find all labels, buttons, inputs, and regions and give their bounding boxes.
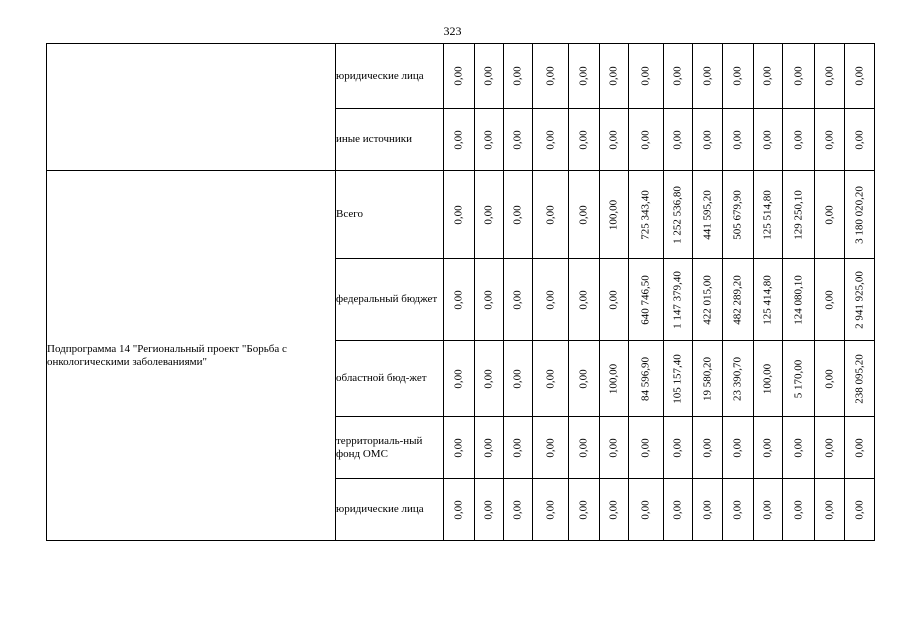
value-text: 3 180 020,20 xyxy=(853,185,865,244)
value-cell xyxy=(629,259,664,341)
value-cell xyxy=(723,171,754,259)
value-cell xyxy=(693,259,723,341)
funding-source-cell: областной бюд-жет xyxy=(336,341,444,417)
value-text: 0,00 xyxy=(577,289,590,310)
value-cell xyxy=(475,341,504,417)
value-cell xyxy=(444,109,475,171)
value-cell xyxy=(754,109,783,171)
value-text: 124 080,10 xyxy=(792,274,804,325)
value-text: 0,00 xyxy=(544,129,556,150)
value-cell xyxy=(664,417,693,479)
value-cell xyxy=(815,44,845,109)
program-name-cell xyxy=(47,44,336,171)
value-cell xyxy=(444,44,475,109)
value-cell xyxy=(533,417,569,479)
value-cell xyxy=(783,417,815,479)
value-text: 0,00 xyxy=(701,66,713,86)
value-text: 0,00 xyxy=(761,129,774,150)
value-text: 0,00 xyxy=(544,437,556,458)
value-text: 0,00 xyxy=(731,129,744,150)
value-cell xyxy=(693,171,723,259)
value-cell xyxy=(723,109,754,171)
value-cell xyxy=(600,109,629,171)
value-text: 0,00 xyxy=(452,66,465,86)
value-cell xyxy=(629,44,664,109)
value-text: 0,00 xyxy=(823,66,835,86)
value-cell xyxy=(600,341,629,417)
value-cell xyxy=(845,44,875,109)
value-text: 505 679,90 xyxy=(731,189,744,240)
value-text: 0,00 xyxy=(577,499,590,520)
value-cell xyxy=(629,109,664,171)
value-text: 0,00 xyxy=(511,66,524,86)
value-cell xyxy=(845,479,875,541)
value-cell xyxy=(444,259,475,341)
value-cell xyxy=(533,341,569,417)
value-text: 105 157,40 xyxy=(671,353,684,404)
value-cell xyxy=(504,171,533,259)
value-text: 100,00 xyxy=(607,363,620,394)
value-text: 0,00 xyxy=(607,66,620,86)
value-text: 0,00 xyxy=(544,289,556,310)
value-cell xyxy=(693,341,723,417)
value-cell xyxy=(783,109,815,171)
value-text: 129 250,10 xyxy=(792,189,804,240)
funding-source-cell: юридические лица xyxy=(336,479,444,541)
funding-source-cell: Всего xyxy=(336,171,444,259)
value-cell xyxy=(569,109,600,171)
value-text: 0,00 xyxy=(577,437,590,458)
value-cell xyxy=(533,109,569,171)
value-cell xyxy=(475,44,504,109)
value-text: 0,00 xyxy=(452,499,465,520)
value-text: 23 390,70 xyxy=(731,356,744,401)
value-cell xyxy=(845,259,875,341)
value-cell xyxy=(845,171,875,259)
value-cell xyxy=(533,171,569,259)
value-cell xyxy=(754,341,783,417)
value-text: 0,00 xyxy=(577,129,590,150)
value-text: 0,00 xyxy=(511,289,524,310)
value-cell xyxy=(444,171,475,259)
value-text: 0,00 xyxy=(607,289,620,310)
value-cell xyxy=(504,259,533,341)
value-cell xyxy=(475,479,504,541)
value-text: 0,00 xyxy=(792,499,804,520)
value-cell xyxy=(569,44,600,109)
value-cell xyxy=(629,341,664,417)
value-text: 0,00 xyxy=(853,437,865,458)
value-text: 5 170,00 xyxy=(792,359,804,398)
value-text: 0,00 xyxy=(544,499,556,520)
value-text: 125 414,80 xyxy=(761,274,774,325)
value-text: 0,00 xyxy=(482,129,495,150)
value-cell xyxy=(569,171,600,259)
value-cell xyxy=(600,479,629,541)
value-cell xyxy=(845,341,875,417)
value-text: 0,00 xyxy=(452,368,465,389)
value-text: 0,00 xyxy=(511,129,524,150)
value-text: 2 941 925,00 xyxy=(853,270,865,329)
value-text: 0,00 xyxy=(761,499,774,520)
value-cell xyxy=(783,341,815,417)
value-text: 19 580,20 xyxy=(701,356,713,401)
value-text: 0,00 xyxy=(761,66,774,86)
page-number: 323 xyxy=(443,24,462,38)
value-text: 0,00 xyxy=(639,129,652,150)
value-text: 0,00 xyxy=(671,499,684,520)
value-text: 0,00 xyxy=(607,437,620,458)
funding-source-cell: юридические лица xyxy=(336,44,444,109)
funding-source-cell: федеральный бюджет xyxy=(336,259,444,341)
value-text: 100,00 xyxy=(761,363,774,394)
value-text: 0,00 xyxy=(823,499,835,520)
value-cell xyxy=(444,341,475,417)
value-cell xyxy=(569,259,600,341)
value-text: 125 514,80 xyxy=(761,189,774,240)
value-text: 0,00 xyxy=(671,66,684,86)
value-cell xyxy=(629,417,664,479)
value-text: 0,00 xyxy=(761,437,774,458)
value-text: 0,00 xyxy=(701,437,713,458)
value-text: 0,00 xyxy=(701,499,713,520)
value-text: 0,00 xyxy=(853,129,865,150)
value-cell xyxy=(693,479,723,541)
value-cell xyxy=(569,417,600,479)
value-cell xyxy=(475,259,504,341)
value-text: 0,00 xyxy=(452,289,465,310)
value-text: 0,00 xyxy=(823,289,835,310)
funding-source-cell: территориаль-ный фонд ОМС xyxy=(336,417,444,479)
value-text: 84 596,90 xyxy=(639,356,652,401)
value-cell xyxy=(600,171,629,259)
value-cell xyxy=(475,109,504,171)
value-cell xyxy=(815,417,845,479)
value-cell xyxy=(783,44,815,109)
value-text: 0,00 xyxy=(731,437,744,458)
value-cell xyxy=(664,259,693,341)
value-text: 441 595,20 xyxy=(701,189,713,240)
value-text: 0,00 xyxy=(511,437,524,458)
value-text: 0,00 xyxy=(544,66,556,86)
value-text: 422 015,00 xyxy=(701,274,713,325)
value-cell xyxy=(754,479,783,541)
value-cell xyxy=(783,171,815,259)
value-text: 0,00 xyxy=(792,66,804,86)
value-cell xyxy=(815,109,845,171)
value-cell xyxy=(815,259,845,341)
value-cell xyxy=(664,341,693,417)
value-cell xyxy=(600,44,629,109)
value-text: 0,00 xyxy=(731,499,744,520)
value-cell xyxy=(533,259,569,341)
value-text: 725 343,40 xyxy=(639,189,652,240)
value-text: 0,00 xyxy=(452,204,465,225)
value-cell xyxy=(783,259,815,341)
value-cell xyxy=(693,417,723,479)
value-cell xyxy=(533,479,569,541)
value-text: 0,00 xyxy=(577,66,590,86)
value-text: 0,00 xyxy=(607,129,620,150)
value-cell xyxy=(504,109,533,171)
value-cell xyxy=(845,417,875,479)
value-cell xyxy=(723,259,754,341)
budget-table xyxy=(46,43,875,541)
value-cell xyxy=(664,109,693,171)
value-cell xyxy=(664,479,693,541)
value-cell xyxy=(569,479,600,541)
value-cell xyxy=(815,341,845,417)
value-text: 0,00 xyxy=(482,499,495,520)
value-cell xyxy=(664,171,693,259)
table-row xyxy=(47,171,875,259)
value-cell xyxy=(723,44,754,109)
value-cell xyxy=(444,479,475,541)
value-cell xyxy=(693,44,723,109)
value-cell xyxy=(504,479,533,541)
value-cell xyxy=(845,109,875,171)
value-cell xyxy=(504,417,533,479)
value-text: 0,00 xyxy=(482,437,495,458)
value-text: 0,00 xyxy=(671,129,684,150)
value-cell xyxy=(754,259,783,341)
value-text: 0,00 xyxy=(792,437,804,458)
value-text: 0,00 xyxy=(482,368,495,389)
value-cell xyxy=(754,44,783,109)
value-cell xyxy=(444,417,475,479)
funding-source-cell: иные источники xyxy=(336,109,444,171)
value-cell xyxy=(664,44,693,109)
value-text: 1 147 379,40 xyxy=(671,270,684,329)
value-cell xyxy=(600,259,629,341)
value-cell xyxy=(504,44,533,109)
value-text: 0,00 xyxy=(731,66,744,86)
value-cell xyxy=(533,44,569,109)
value-text: 0,00 xyxy=(639,499,652,520)
value-cell xyxy=(723,479,754,541)
value-text: 0,00 xyxy=(853,499,865,520)
value-text: 640 746,50 xyxy=(639,274,652,325)
value-text: 100,00 xyxy=(607,199,620,230)
value-text: 0,00 xyxy=(823,129,835,150)
value-text: 0,00 xyxy=(544,204,556,225)
value-text: 0,00 xyxy=(511,204,524,225)
value-cell xyxy=(783,479,815,541)
value-text: 0,00 xyxy=(607,499,620,520)
value-text: 0,00 xyxy=(482,289,495,310)
value-text: 238 095,20 xyxy=(853,353,865,404)
value-cell xyxy=(754,417,783,479)
value-cell xyxy=(723,417,754,479)
value-text: 0,00 xyxy=(511,368,524,389)
value-cell xyxy=(600,417,629,479)
value-text: 0,00 xyxy=(511,499,524,520)
value-cell xyxy=(754,171,783,259)
value-cell xyxy=(504,341,533,417)
table-row xyxy=(47,44,875,109)
value-cell xyxy=(629,171,664,259)
value-cell xyxy=(569,341,600,417)
value-text: 0,00 xyxy=(577,368,590,389)
value-text: 0,00 xyxy=(823,368,835,389)
value-text: 0,00 xyxy=(639,66,652,86)
value-text: 0,00 xyxy=(544,368,556,389)
value-text: 0,00 xyxy=(482,66,495,86)
value-text: 0,00 xyxy=(792,129,804,150)
value-text: 482 289,20 xyxy=(731,274,744,325)
program-name-cell: Подпрограмма 14 "Региональный проект "Борьба с онкологическими заболеваниями" xyxy=(47,171,336,541)
value-text: 0,00 xyxy=(853,66,865,86)
value-text: 0,00 xyxy=(577,204,590,225)
value-text: 0,00 xyxy=(671,437,684,458)
value-cell xyxy=(475,417,504,479)
value-text: 1 252 536,80 xyxy=(671,185,684,244)
value-cell xyxy=(475,171,504,259)
value-text: 0,00 xyxy=(452,129,465,150)
value-cell xyxy=(815,479,845,541)
value-cell xyxy=(723,341,754,417)
value-cell xyxy=(815,171,845,259)
value-cell xyxy=(629,479,664,541)
value-text: 0,00 xyxy=(452,437,465,458)
value-text: 0,00 xyxy=(639,437,652,458)
value-text: 0,00 xyxy=(823,204,835,225)
value-text: 0,00 xyxy=(482,204,495,225)
value-text: 0,00 xyxy=(701,129,713,150)
value-cell xyxy=(693,109,723,171)
value-text: 0,00 xyxy=(823,437,835,458)
